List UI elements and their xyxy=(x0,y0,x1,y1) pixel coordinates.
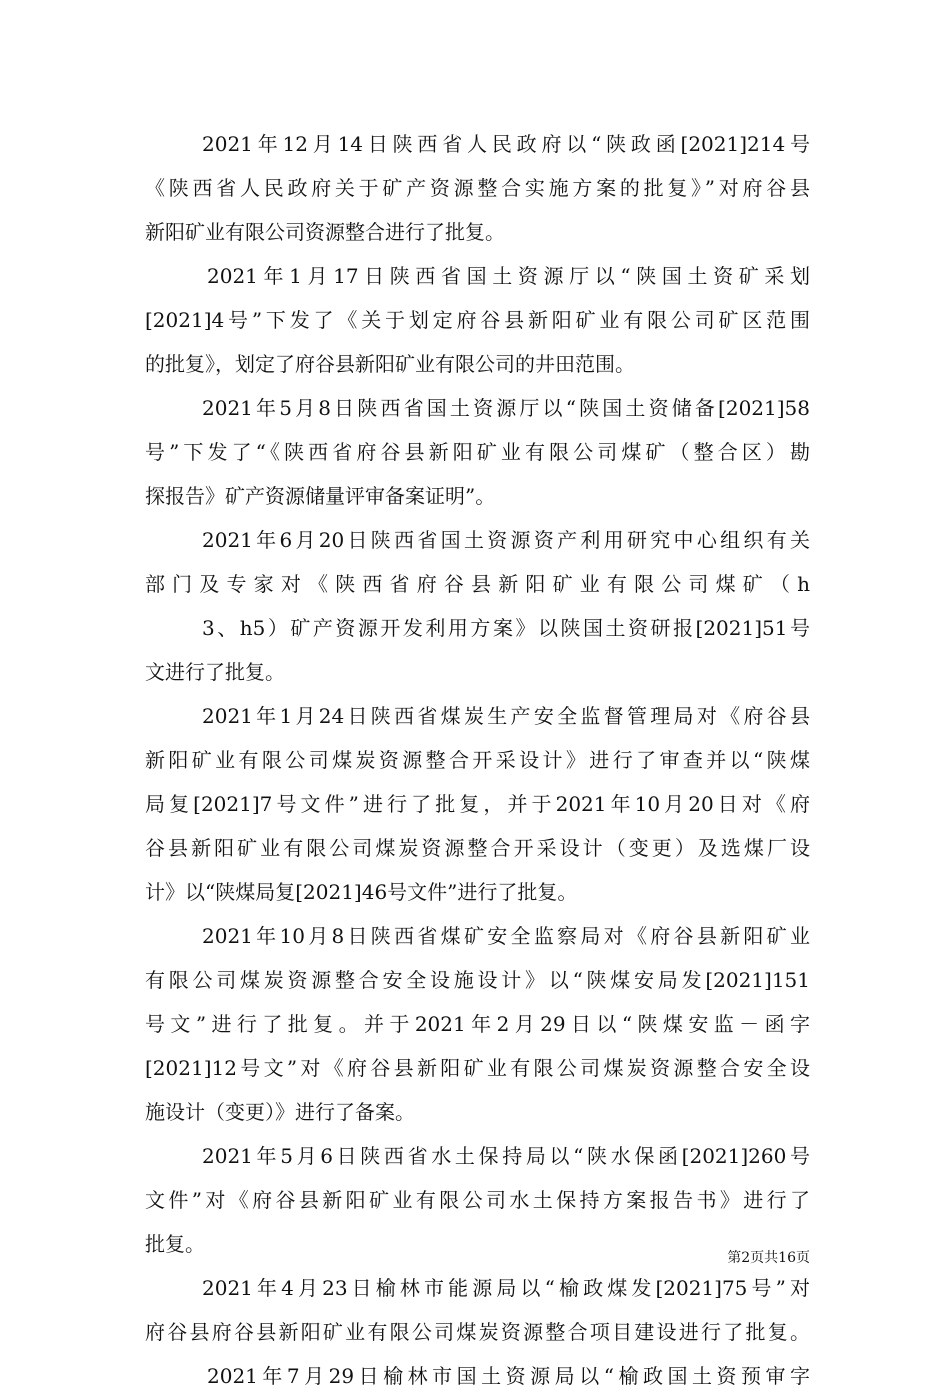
text-line: 批复。 xyxy=(145,1232,205,1256)
text-line: 2021年6月20日陕西省国土资源资产利用研究中心组织有关 xyxy=(202,528,810,552)
text-line: 2021年5月8日陕西省国土资源厅以“陕国土资储备[2021]58 xyxy=(202,396,810,420)
text-line: 局复[2021]7号文件”进行了批复，并于2021年10月20日对《府 xyxy=(145,792,810,816)
text-line: 文进行了批复。 xyxy=(145,660,285,684)
text-line: 谷县新阳矿业有限公司煤炭资源整合开采设计（变更）及选煤厂设 xyxy=(145,836,810,860)
text-line: 探报告》矿产资源储量评审备案证明”。 xyxy=(145,484,496,508)
document-body xyxy=(145,122,810,1398)
text-line: 的批复》，划定了府谷县新阳矿业有限公司的井田范围。 xyxy=(145,352,635,376)
text-line: 计》以“陕煤局复[2021]46号文件”进行了批复。 xyxy=(145,880,578,904)
text-line: 新阳矿业有限公司煤炭资源整合开采设计》进行了审查并以“陕煤 xyxy=(145,748,810,772)
text-line: 施设计（变更）》进行了备案。 xyxy=(145,1100,415,1124)
text-line: 3、h5）矿产资源开发利用方案》以陕国土资研报[2021]51号 xyxy=(202,616,810,640)
text-line: 2021年1月17日陕西省国土资源厅以“陕国土资矿采划 xyxy=(207,264,810,288)
text-line: 2021年10月8日陕西省煤矿安全监察局对《府谷县新阳矿业 xyxy=(202,924,810,948)
text-line: [2021]12号文”对《府谷县新阳矿业有限公司煤炭资源整合安全设 xyxy=(145,1056,810,1080)
text-line: 2021年5月6日陕西省水土保持局以“陕水保函[2021]260号 xyxy=(202,1144,810,1168)
text-line: 府谷县府谷县新阳矿业有限公司煤炭资源整合项目建设进行了批复。 xyxy=(145,1320,810,1344)
text-line: 新阳矿业有限公司资源整合进行了批复。 xyxy=(145,220,505,244)
text-line: 《陕西省人民政府关于矿产资源整合实施方案的批复》”对府谷县 xyxy=(145,176,810,200)
text-line: 号文”进行了批复。并于2021年2月29日以“陕煤安监－函字 xyxy=(145,1012,810,1036)
text-line: 2021年7月29日榆林市国土资源局以“榆政国土资预审字 xyxy=(207,1364,810,1388)
text-line: 有限公司煤炭资源整合安全设施设计》以“陕煤安局发[2021]151 xyxy=(145,968,810,992)
text-line: 号”下发了“《陕西省府谷县新阳矿业有限公司煤矿（整合区）勘 xyxy=(145,440,810,464)
page-number: 第2页共16页 xyxy=(727,1250,810,1266)
text-line: 文件”对《府谷县新阳矿业有限公司水土保持方案报告书》进行了 xyxy=(145,1188,810,1212)
text-line: 部门及专家对《陕西省府谷县新阳矿业有限公司煤矿（h xyxy=(145,572,810,596)
text-line: 2021年12月14日陕西省人民政府以“陕政函[2021]214号 xyxy=(202,132,810,156)
text-line: 2021年4月23日榆林市能源局以“榆政煤发[2021]75号”对 xyxy=(202,1276,810,1300)
text-line: [2021]4号”下发了《关于划定府谷县新阳矿业有限公司矿区范围 xyxy=(145,308,810,332)
text-line: 2021年1月24日陕西省煤炭生产安全监督管理局对《府谷县 xyxy=(202,704,810,728)
